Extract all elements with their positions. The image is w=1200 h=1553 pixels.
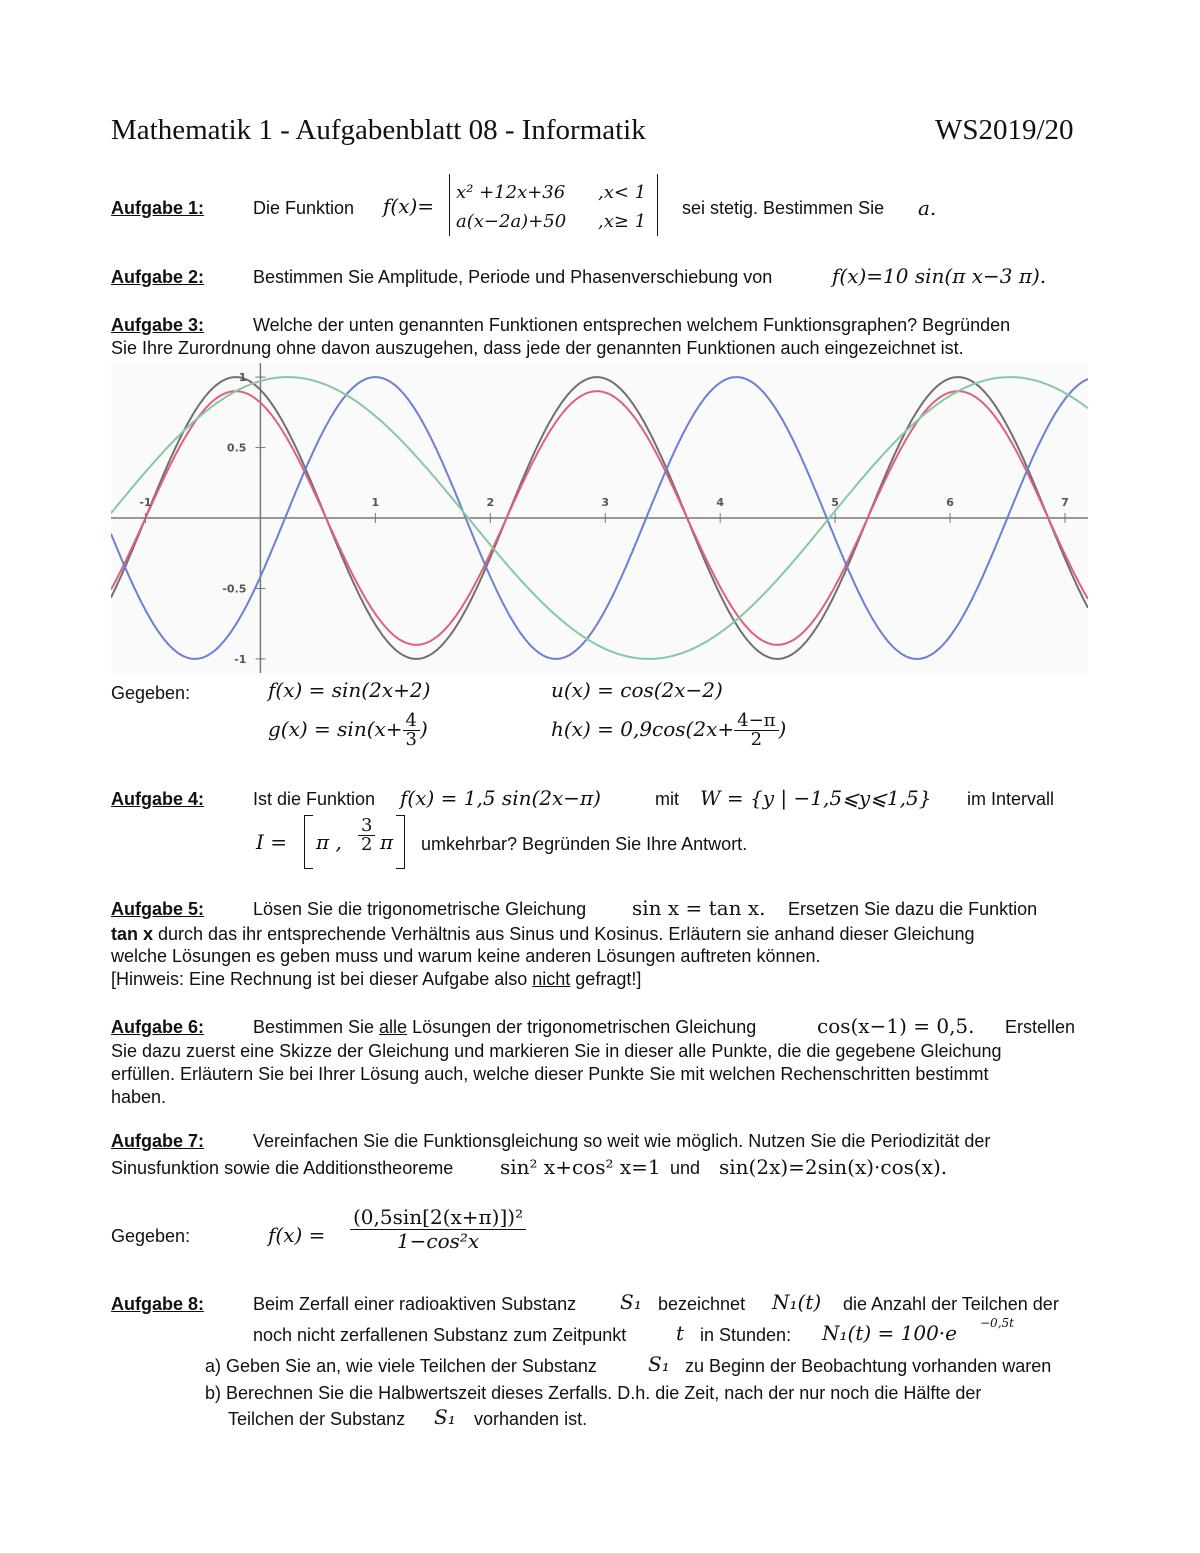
task-5-line2 — [111, 924, 975, 945]
task-1-case2: a(x−2a)+50 — [456, 211, 567, 232]
x-tick-label: 1 — [371, 496, 380, 509]
task-3-label: Aufgabe 3: — [111, 315, 205, 335]
x-tick-label: 7 — [1061, 496, 1069, 509]
task-7-fraction-wrap — [350, 1206, 526, 1253]
task-4-frac — [358, 817, 375, 854]
task-1-cond2: ,x≥ 1 — [598, 211, 647, 232]
task-1-label: Aufgabe 1: — [111, 198, 205, 218]
x-tick-label: 3 — [601, 496, 610, 509]
task-5-hint-post: gefragt!] — [570, 969, 642, 989]
function-f: f(x) = sin(2x+2) — [268, 678, 431, 702]
task-1-pre: Die Funktion — [253, 198, 355, 218]
function-graph — [111, 363, 1088, 673]
task-1-post: sei stetig. Bestimmen Sie — [682, 198, 885, 218]
task-7-line1: Vereinfachen Sie die Funktionsgleichung so weit wie möglich. Nutzen Sie die Periodizität der — [253, 1131, 991, 1151]
task-4-range: W = {y | −1,5⩽y⩽1,5} — [700, 786, 932, 810]
task-7-numerator: (0,5sin[2(x+π)])² — [350, 1206, 526, 1230]
task-1-var: a. — [918, 196, 937, 220]
task-2-formula: f(x)=10 sin(π x−3 π). — [832, 264, 1047, 288]
task-8-b-post: vorhanden ist. — [474, 1409, 588, 1429]
task-8-l1-pre: Beim Zerfall einer radioaktiven Substanz — [253, 1294, 577, 1314]
task-5-pre: Lösen Sie die trigonometrische Gleichung — [253, 899, 587, 919]
task-7-label: Aufgabe 7: — [111, 1131, 205, 1151]
y-tick-label: 0.5 — [226, 441, 247, 455]
page-title: Mathematik 1 - Aufgabenblatt 08 - Informatik — [111, 114, 646, 146]
task-3-line2: Sie Ihre Zurordnung ohne davon auszugehen, dass jede der genannten Funktionen auch eingezeichnet ist. — [111, 338, 964, 358]
task-8-formula: N₁(t) = 100·e — [822, 1321, 957, 1345]
task-8-a-s1: S₁ — [648, 1352, 670, 1376]
task-4-bracket-right — [396, 815, 405, 869]
task-8-b-line1: b) Berechnen Sie die Halbwertszeit dieses Zerfalls. D.h. die Zeit, nach der nur noch die Hälfte der — [205, 1383, 982, 1403]
task-6-formula: cos(x−1) = 0,5. — [817, 1014, 975, 1038]
task-5-hint — [111, 969, 641, 990]
x-tick-label: 6 — [946, 496, 954, 509]
task-1-cond1: ,x< 1 — [598, 182, 647, 203]
y-tick-label: -0.5 — [222, 582, 247, 596]
task-8-b-s1: S₁ — [434, 1405, 456, 1429]
function-h-den: 2 — [750, 729, 763, 750]
task-7-given-label: Gegeben: — [111, 1226, 191, 1246]
task-8-a-post: zu Beginn der Beobachtung vorhanden waren — [685, 1356, 1052, 1376]
task-5-formula: sin x = tan x. — [632, 896, 766, 920]
function-g — [268, 712, 428, 749]
task-4-label: Aufgabe 4: — [111, 789, 205, 809]
task-4-i-pi: π , — [316, 830, 342, 854]
function-h-num: 4−π — [734, 712, 778, 731]
task-5-post: Ersetzen Sie dazu die Funktion — [788, 899, 1038, 919]
task-1-brace-left — [449, 174, 450, 236]
task-4-pre: Ist die Funktion — [253, 789, 376, 809]
task-8-exponent: −0,5t — [980, 1316, 1014, 1330]
function-u: u(x) = cos(2x−2) — [551, 678, 723, 702]
task-4-i-pi2: π — [380, 830, 394, 854]
task-5-line2-text: durch das ihr entsprechende Verhältnis aus Sinus und Kosinus. Erläutern sie anhand dieser Gleichung — [153, 924, 975, 944]
task-5-hint-underlined: nicht — [532, 969, 571, 989]
function-g-fraction — [403, 712, 420, 749]
task-8-t: t — [676, 1321, 685, 1345]
y-tick-label: 1 — [238, 371, 247, 385]
function-h-pre: h(x) = 0,9cos(2x+ — [551, 717, 735, 741]
task-4-interval-word: im Intervall — [967, 789, 1055, 809]
semester-label: WS2019/20 — [935, 114, 1074, 146]
x-tick-label: -1 — [139, 496, 152, 509]
task-2-label: Aufgabe 2: — [111, 267, 205, 287]
task-4-frac-den: 2 — [361, 834, 373, 855]
task-7-line2: Sinusfunktion sowie die Additionstheoreme — [111, 1158, 454, 1178]
function-g-num: 4 — [403, 712, 420, 731]
task-4-i-pre: I = — [256, 830, 288, 854]
task-7-identity-1: sin² x+cos² x=1 — [500, 1155, 661, 1179]
task-6-post: Erstellen — [1005, 1017, 1076, 1037]
task-1-case1: x² +12x+36 — [456, 182, 566, 203]
task-4-formula: f(x) = 1,5 sin(2x−π) — [400, 786, 601, 810]
task-6-alle: alle — [379, 1017, 408, 1037]
function-g-den: 3 — [405, 729, 417, 750]
task-4-bracket-left — [304, 815, 313, 869]
task-5-bold: tan x — [111, 924, 154, 944]
task-4-mit: mit — [655, 789, 679, 809]
x-tick-label: 4 — [716, 496, 725, 509]
task-3-given-label: Gegeben: — [111, 683, 191, 703]
task-8-n1t: N₁(t) — [772, 1290, 822, 1314]
task-4-fraction — [358, 817, 375, 854]
task-3-line1: Welche der unten genannten Funktionen entsprechen welchem Funktionsgraphen? Begründen — [253, 315, 1011, 335]
task-6-line4: haben. — [111, 1087, 167, 1107]
function-g-post: ) — [420, 717, 428, 741]
function-h-fraction — [734, 712, 778, 749]
task-4-post: umkehrbar? Begründen Sie Ihre Antwort. — [421, 834, 748, 854]
y-tick-label: -1 — [234, 652, 247, 666]
task-6-line1 — [253, 1017, 756, 1038]
task-5-hint-pre: [Hinweis: Eine Rechnung ist bei dieser Aufgabe also — [111, 969, 533, 989]
task-6-line3: erfüllen. Erläutern Sie bei Ihrer Lösung auch, welche dieser Punkte Sie mit welchen Rechenschritten bestimmt — [111, 1064, 989, 1084]
task-6-line2: Sie dazu zuerst eine Skizze der Gleichung und markieren Sie in dieser alle Punkte, die die gegebene Gleichung — [111, 1041, 1002, 1061]
task-6-label: Aufgabe 6: — [111, 1017, 205, 1037]
task-8-s1: S₁ — [620, 1290, 642, 1314]
task-6-pre: Bestimmen Sie — [253, 1017, 380, 1037]
task-7-und: und — [670, 1158, 701, 1178]
task-4-frac-num: 3 — [358, 817, 375, 836]
task-8-l2-pre: noch nicht zerfallenen Substanz zum Zeitpunkt — [253, 1325, 627, 1345]
task-8-a-pre: a) Geben Sie an, wie viele Teilchen der Substanz — [205, 1356, 597, 1376]
task-8-label: Aufgabe 8: — [111, 1294, 205, 1314]
x-tick-label: 5 — [831, 496, 839, 509]
task-2-text: Bestimmen Sie Amplitude, Periode und Phasenverschiebung von — [253, 267, 773, 287]
task-8-l1-post: die Anzahl der Teilchen der — [843, 1294, 1059, 1314]
task-6-mid: Lösungen der trigonometrischen Gleichung — [407, 1017, 757, 1037]
task-7-denominator: 1−cos²x — [396, 1229, 480, 1253]
task-7-identity-2: sin(2x)=2sin(x)·cos(x). — [719, 1155, 948, 1179]
task-1-brace-right — [657, 174, 658, 236]
task-5-line3: welche Lösungen es geben muss und warum keine anderen Lösungen auftreten können. — [111, 946, 821, 966]
task-7-fx: f(x) = — [268, 1223, 326, 1247]
task-7-fraction — [350, 1206, 526, 1253]
task-5-label: Aufgabe 5: — [111, 899, 205, 919]
function-h — [551, 712, 786, 749]
task-1-fx: f(x)= — [383, 194, 435, 218]
task-8-l2-mid: in Stunden: — [700, 1325, 792, 1345]
x-tick-label: 2 — [486, 496, 495, 509]
function-g-pre: g(x) = sin(x+ — [268, 717, 403, 741]
task-8-l1-mid: bezeichnet — [658, 1294, 746, 1314]
function-h-post: ) — [778, 717, 787, 741]
task-8-b-pre: Teilchen der Substanz — [228, 1409, 406, 1429]
